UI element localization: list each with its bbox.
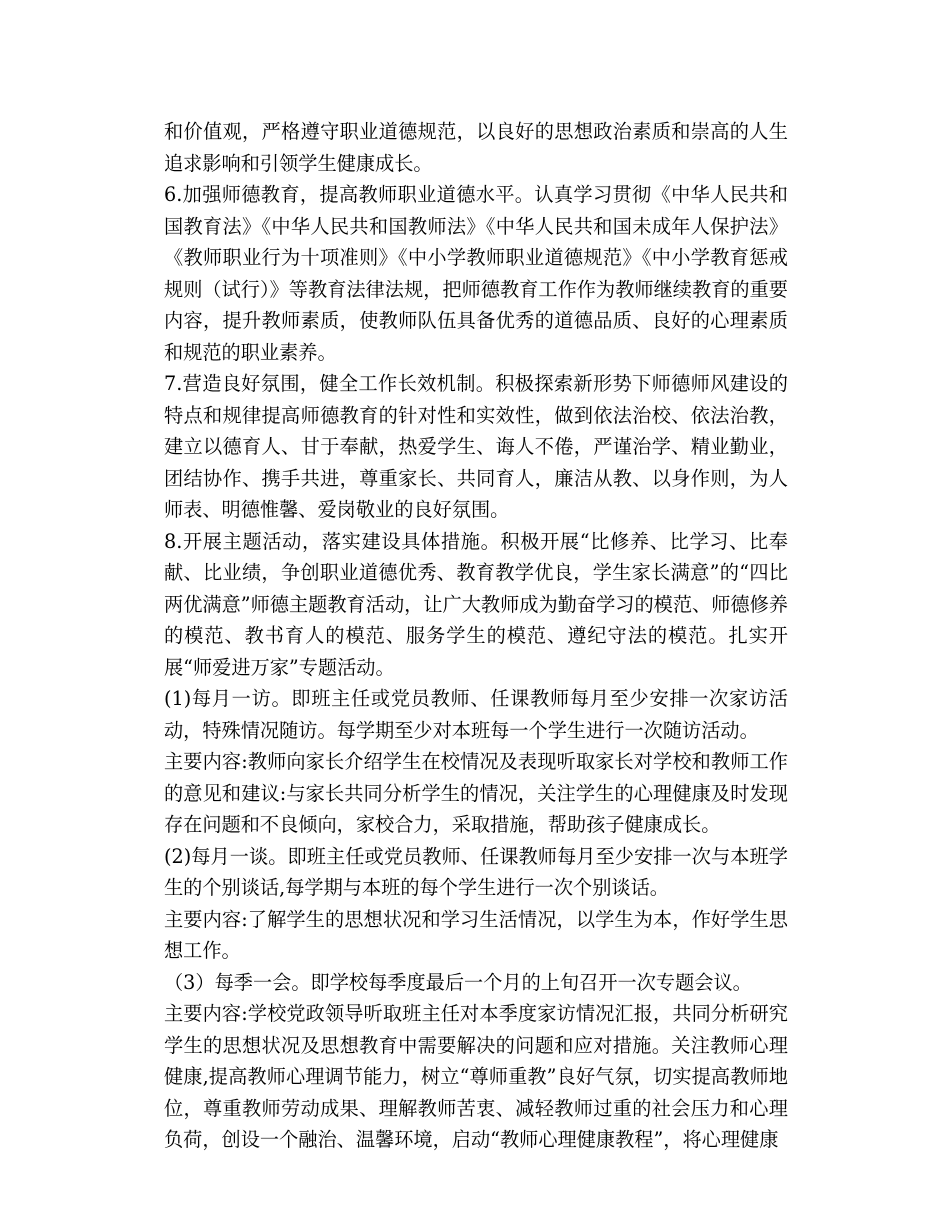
paragraph: 主要内容:了解学生的思想状况和学习生活情况，以学生为本，作好学生思想工作。	[164, 907, 788, 962]
paragraph: (1)每月一访。即班主任或党员教师、任课教师每月至少安排一次家访活动，特殊情况随访。每学期至少对本班每一个学生进行一次随访活动。	[164, 687, 788, 742]
paragraph: 主要内容:学校党政领导听取班主任对本季度家访情况汇报，共同分析研究学生的思想状况及思想教育中需要解决的问题和应对措施。关注教师心理健康,提高教师心理调节能力，树立“尊师重教”良好气氛，切实提高教师地位，尊重教师劳动成果、理解教师苦衷、减轻教师过重的社会压力和心理负荷，创设一个融治、温馨环境，启动“教师心理健康教程”，将心理健康	[164, 1002, 788, 1151]
paragraph: 7.营造良好氛围，健全工作长效机制。积极探索新形势下师德师风建设的特点和规律提高师德教育的针对性和实效性，做到依法治校、依法治教，建立以德育人、甘于奉献，热爱学生、诲人不倦，严谨治学、精业勤业，团结协作、携手共进，尊重家长、共同育人，廉洁从教、以身作则，为人师表、明德惟馨、爱岗敬业的良好氛围。	[164, 372, 788, 521]
document-body	[164, 116, 788, 1156]
paragraph: 8.开展主题活动，落实建设具体措施。积极开展“比修养、比学习、比奉献、比业绩，争创职业道德优秀、教育教学优良，学生家长满意”的“四比两优满意”师德主题教育活动，让广大教师成为勤奋学习的模范、师德修养的模范、教书育人的模范、服务学生的模范、遵纪守法的模范。扎实开展“师爱进万家”专题活动。	[164, 529, 788, 679]
paragraph: (2)每月一谈。即班主任或党员教师、任课教师每月至少安排一次与本班学生的个别谈话,每学期与本班的每个学生进行一次个别谈话。	[164, 844, 788, 899]
paragraph: 主要内容:教师向家长介绍学生在校情况及表现听取家长对学校和教师工作的意见和建议:与家长共同分析学生的情况，关注学生的心理健康及时发现存在问题和不良倾向，家校合力，采取措施，帮助孩子健康成长。	[164, 750, 788, 836]
paragraph: （3）每季一会。即学校每季度最后一个月的上旬召开一次专题会议。	[164, 970, 752, 994]
paragraph: 和价值观，严格遵守职业道德规范，以良好的思想政治素质和崇高的人生追求影响和引领学生健康成长。	[164, 120, 788, 175]
paragraph: 6.加强师德教育，提高教师职业道德水平。认真学习贯彻《中华人民共和国教育法》《中华人民共和国教师法》《中华人民共和国未成年人保护法》《教师职业行为十项准则》《中小学教师职业道德规范》《中小学教育惩戒规则（试行）》等教育法律法规，把师德教育工作作为教师继续教育的重要内容，提升教师素质，使教师队伍具备优秀的道德品质、良好的心理素质和规范的职业素养。	[164, 183, 788, 364]
